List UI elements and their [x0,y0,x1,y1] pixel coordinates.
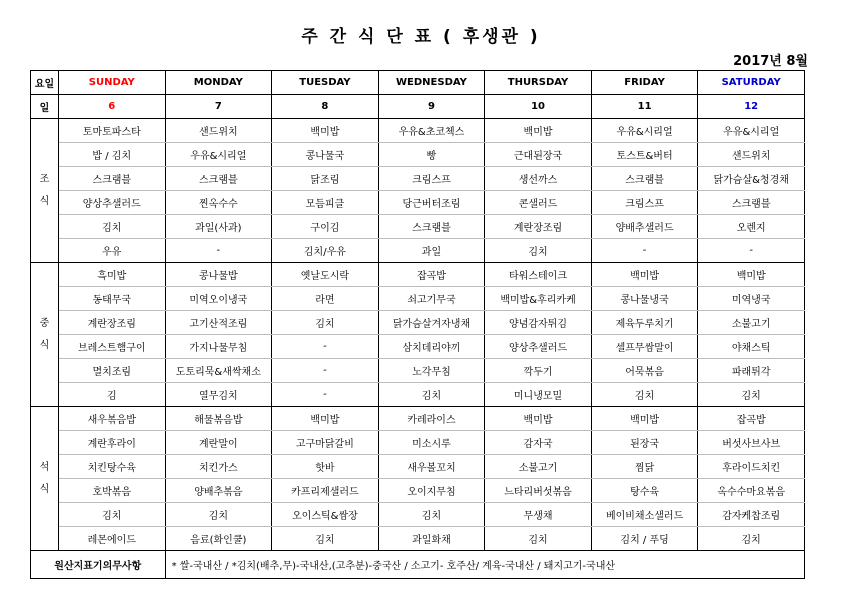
menu-item: 백미밥 [272,407,379,431]
menu-item: 우유 [59,239,166,263]
menu-item: 파래튀각 [698,359,805,383]
lunch-row [31,383,805,407]
weekly-menu-table [30,70,805,579]
menu-item: 무생채 [485,503,592,527]
date-label: 일 [31,95,59,119]
menu-item: 스크램블 [698,191,805,215]
menu-item: 과일 [378,239,485,263]
menu-item: 계란말이 [165,431,272,455]
weekday-saturday: SATURDAY [698,71,805,95]
lunch-row [31,335,805,359]
menu-item: 타워스테이크 [485,263,592,287]
dinner-label-char: 식 [39,483,50,495]
menu-item: 생선까스 [485,167,592,191]
lunch-row [31,311,805,335]
lunch-row [31,287,805,311]
menu-item: 노각무침 [378,359,485,383]
menu-item: - [272,383,379,407]
menu-item: 닭가슴살&청경채 [698,167,805,191]
date-cell: 6 [59,95,166,119]
menu-item: 버섯사브사브 [698,431,805,455]
menu-item: 양배추샐러드 [591,215,698,239]
menu-item: 김치 [59,503,166,527]
menu-item: 김치 [591,383,698,407]
date-header-row [31,95,805,119]
date-cell: 8 [272,95,379,119]
menu-item: - [272,335,379,359]
menu-item: 김 [59,383,166,407]
menu-item: 김치 [378,383,485,407]
menu-item: 야채스틱 [698,335,805,359]
menu-item: 미역냉국 [698,287,805,311]
dinner-label [31,407,59,551]
menu-item: 토스트&버터 [591,143,698,167]
weekday-sunday: SUNDAY [59,71,166,95]
menu-item: 구이김 [272,215,379,239]
menu-item: 크림스프 [591,191,698,215]
menu-item: 찜닭 [591,455,698,479]
menu-item: 김치 [485,527,592,551]
menu-item: 과일화채 [378,527,485,551]
menu-item: 느타리버섯볶음 [485,479,592,503]
menu-item: 베이비채소샐러드 [591,503,698,527]
menu-item: 빵 [378,143,485,167]
menu-item: 양상추샐러드 [485,335,592,359]
menu-item: 백미밥 [272,119,379,143]
menu-item: 흑미밥 [59,263,166,287]
menu-item: 닭조림 [272,167,379,191]
breakfast-label [31,119,59,263]
menu-item: 김치 [165,503,272,527]
menu-item: 제육두루치기 [591,311,698,335]
date-cell: 9 [378,95,485,119]
menu-item: 잡곡밥 [378,263,485,287]
origin-notice-label: 원산지표기의무사항 [31,551,166,579]
menu-item: - [698,239,805,263]
menu-item: 백미밥&후리카케 [485,287,592,311]
menu-item: 김치 [378,503,485,527]
menu-item: 우유&시리얼 [698,119,805,143]
menu-item: - [272,359,379,383]
menu-item: 백미밥 [591,263,698,287]
menu-item: 과일(사과) [165,215,272,239]
menu-item: 카레라이스 [378,407,485,431]
menu-item: 양배추볶음 [165,479,272,503]
menu-item: 동태무국 [59,287,166,311]
menu-item: 소불고기 [698,311,805,335]
menu-item: 백미밥 [485,407,592,431]
menu-item: 옥수수마요볶음 [698,479,805,503]
menu-item: 김치 [272,527,379,551]
lunch-row [31,263,805,287]
menu-item: 오이스틱&쌈장 [272,503,379,527]
menu-item: 스크램블 [591,167,698,191]
menu-item: 삼치데리야끼 [378,335,485,359]
menu-item: - [165,239,272,263]
menu-item: 오이지무침 [378,479,485,503]
menu-item: 새우볶음밥 [59,407,166,431]
dinner-row [31,407,805,431]
menu-item: - [591,239,698,263]
menu-item: 백미밥 [591,407,698,431]
menu-item: 스크램블 [378,215,485,239]
menu-item: 백미밥 [698,263,805,287]
menu-item: 우유&시리얼 [165,143,272,167]
menu-item: 고기산적조림 [165,311,272,335]
menu-item: 브레스트햄구이 [59,335,166,359]
menu-item: 치킨탕수육 [59,455,166,479]
menu-item: 근대된장국 [485,143,592,167]
menu-item: 오렌지 [698,215,805,239]
menu-item: 핫바 [272,455,379,479]
weekday-label: 요일 [31,71,59,95]
menu-item: 스크램블 [59,167,166,191]
menu-item: 김치/우유 [272,239,379,263]
origin-notice-text: * 쌀-국내산 / *김치(배추,무)-국내산,(고추분)-중국산 / 소고기- 호주산/ 계육-국내산 / 돼지고기-국내산 [165,551,804,579]
menu-item: 양상추샐러드 [59,191,166,215]
menu-item: 양념감자튀김 [485,311,592,335]
page-title: 주 간 식 단 표 ( 후생관 ) [301,27,541,47]
menu-item: 찐옥수수 [165,191,272,215]
menu-month: 2017년 8월 [733,54,808,69]
date-cell: 11 [591,95,698,119]
menu-item: 도토리묵&새싹채소 [165,359,272,383]
menu-item: 김치 [698,383,805,407]
menu-item: 소불고기 [485,455,592,479]
breakfast-label-char: 식 [39,195,50,207]
menu-item: 우유&초코첵스 [378,119,485,143]
weekday-friday: FRIDAY [591,71,698,95]
menu-item: 크림스프 [378,167,485,191]
menu-item: 미역오이냉국 [165,287,272,311]
menu-item: 스크램블 [165,167,272,191]
menu-item: 모듬피클 [272,191,379,215]
menu-item: 계란장조림 [485,215,592,239]
weekday-wednesday: WEDNESDAY [378,71,485,95]
menu-item: 감자국 [485,431,592,455]
menu-item: 감자케찹조림 [698,503,805,527]
origin-notice-row [31,551,805,579]
weekday-header-row [31,71,805,95]
breakfast-row [31,143,805,167]
lunch-row [31,359,805,383]
menu-item: 새우볼꼬치 [378,455,485,479]
menu-item: 열무김치 [165,383,272,407]
menu-item: 멸치조림 [59,359,166,383]
menu-item: 레몬에이드 [59,527,166,551]
menu-item: 미소시루 [378,431,485,455]
menu-item: 카프리제샐러드 [272,479,379,503]
weekday-tuesday: TUESDAY [272,71,379,95]
menu-item: 깍두기 [485,359,592,383]
breakfast-row [31,119,805,143]
menu-item: 쇠고기무국 [378,287,485,311]
menu-item: 어묵볶음 [591,359,698,383]
menu-item: 우유&시리얼 [591,119,698,143]
menu-item: 계란장조림 [59,311,166,335]
menu-item: 밥 / 김치 [59,143,166,167]
date-cell: 12 [698,95,805,119]
menu-item: 콩나물밥 [165,263,272,287]
breakfast-row [31,215,805,239]
menu-item: 김치 [698,527,805,551]
menu-item: 셀프무쌈말이 [591,335,698,359]
menu-item: 라면 [272,287,379,311]
menu-item: 샌드위치 [165,119,272,143]
dinner-row [31,431,805,455]
dinner-row [31,455,805,479]
menu-item: 가지나물무침 [165,335,272,359]
weekday-monday: MONDAY [165,71,272,95]
menu-item: 콩나물국 [272,143,379,167]
menu-item: 콘샐러드 [485,191,592,215]
lunch-label-char: 중 [39,317,50,329]
menu-item: 김치 [59,215,166,239]
dinner-row [31,479,805,503]
menu-item: 해물볶음밥 [165,407,272,431]
menu-item: 미니냉모밀 [485,383,592,407]
breakfast-row [31,167,805,191]
menu-item: 탕수육 [591,479,698,503]
menu-item: 김치 [272,311,379,335]
menu-item: 잡곡밥 [698,407,805,431]
breakfast-row [31,239,805,263]
menu-item: 당근버터조림 [378,191,485,215]
menu-item: 샌드위치 [698,143,805,167]
menu-item: 음료(화인쿨) [165,527,272,551]
lunch-label [31,263,59,407]
menu-item: 계란후라이 [59,431,166,455]
menu-item: 토마토파스타 [59,119,166,143]
breakfast-row [31,191,805,215]
dinner-row [31,503,805,527]
menu-item: 후라이드치킨 [698,455,805,479]
menu-item: 옛날도시락 [272,263,379,287]
menu-item: 치킨가스 [165,455,272,479]
breakfast-label-char: 조 [39,173,50,185]
lunch-label-char: 식 [39,339,50,351]
dinner-label-char: 석 [39,461,50,473]
menu-item: 닭가슴살겨자냉채 [378,311,485,335]
menu-item: 백미밥 [485,119,592,143]
menu-item: 김치 / 푸딩 [591,527,698,551]
weekday-thursday: THURSDAY [485,71,592,95]
dinner-row [31,527,805,551]
menu-item: 콩나물냉국 [591,287,698,311]
date-cell: 7 [165,95,272,119]
menu-item: 고구마닭갈비 [272,431,379,455]
menu-item: 호박볶음 [59,479,166,503]
date-cell: 10 [485,95,592,119]
menu-item: 김치 [485,239,592,263]
menu-item: 된장국 [591,431,698,455]
